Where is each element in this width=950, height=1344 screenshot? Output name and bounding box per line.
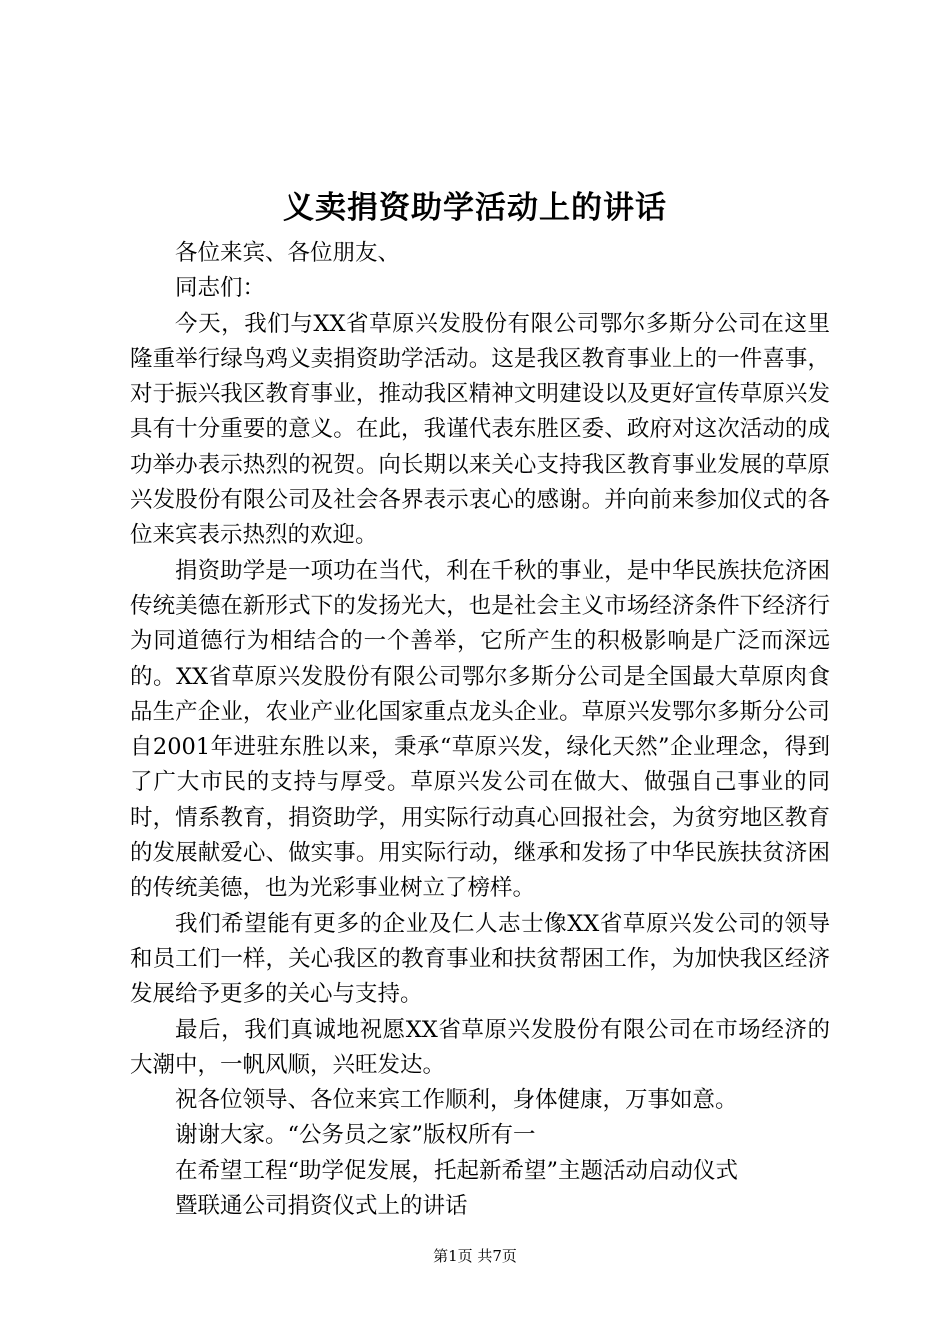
paragraph-closing-wish: 最后，我们真诚地祝愿XX省草原兴发股份有限公司在市场经济的大潮中，一帆风顺，兴旺发达。 — [130, 1016, 830, 1078]
page-footer: 第1页 共7页 — [433, 1247, 517, 1265]
salutation-line-2: 同志们： — [175, 275, 266, 302]
paragraph-blessing: 祝各位领导、各位来宾工作顺利，身体健康，万事如意。 — [175, 1087, 738, 1114]
next-speech-title-line-2: 暨联通公司捐资仪式上的讲话 — [175, 1193, 468, 1220]
document-title: 义卖捐资助学活动上的讲话 — [283, 190, 667, 226]
paragraph-opening: 今天，我们与XX省草原兴发股份有限公司鄂尔多斯分公司在这里隆重举行绿鸟鸡义卖捐资助学活动。这是我区教育事业上的一件喜事，对于振兴我区教育事业，推动我区精神文明建设以及更好宣传草原兴发具有十分重要的意义。在此，我谨代表东胜区委、政府对这次活动的成功举办表示热烈的祝贺。向长期以来关心支持我区教育事业发展的草原兴发股份有限公司及社会各界表示衷心的感谢。并向前来参加仪式的各位来宾表示热烈的欢迎。 — [130, 310, 830, 549]
paragraph-hope: 我们希望能有更多的企业及仁人志士像XX省草原兴发公司的领导和员工们一样，关心我区的教育事业和扶贫帮困工作，为加快我区经济发展给予更多的关心与支持。 — [130, 910, 830, 1008]
next-speech-title-line-1: 在希望工程“助学促发展，托起新希望”主题活动启动仪式 — [175, 1157, 739, 1184]
document-body — [130, 236, 830, 1224]
paragraph-donation: 捐资助学是一项功在当代，利在千秋的事业，是中华民族扶危济困传统美德在新形式下的发扬光大，也是社会主义市场经济条件下经济行为同道德行为相结合的一个善举，它所产生的积极影响是广泛而深远的。XX省草原兴发股份有限公司鄂尔多斯分公司是全国最大草原肉食品生产企业，农业产业化国家重点龙头企业。草原兴发鄂尔多斯分公司自2001年进驻东胜以来，秉承“草原兴发，绿化天然”企业理念，得到了广大市民的支持与厚受。草原兴发公司在做大、做强自己事业的同时，情系教育，捐资助学，用实际行动真心回报社会，为贫穷地区教育的发展献爱心、做实事。用实际行动，继承和发扬了中华民族扶贫济困的传统美德，也为光彩事业树立了榜样。 — [130, 557, 830, 902]
paragraph-thanks: 谢谢大家。“公务员之家”版权所有一 — [175, 1122, 536, 1149]
salutation-line-1: 各位来宾、各位朋友、 — [175, 240, 401, 266]
